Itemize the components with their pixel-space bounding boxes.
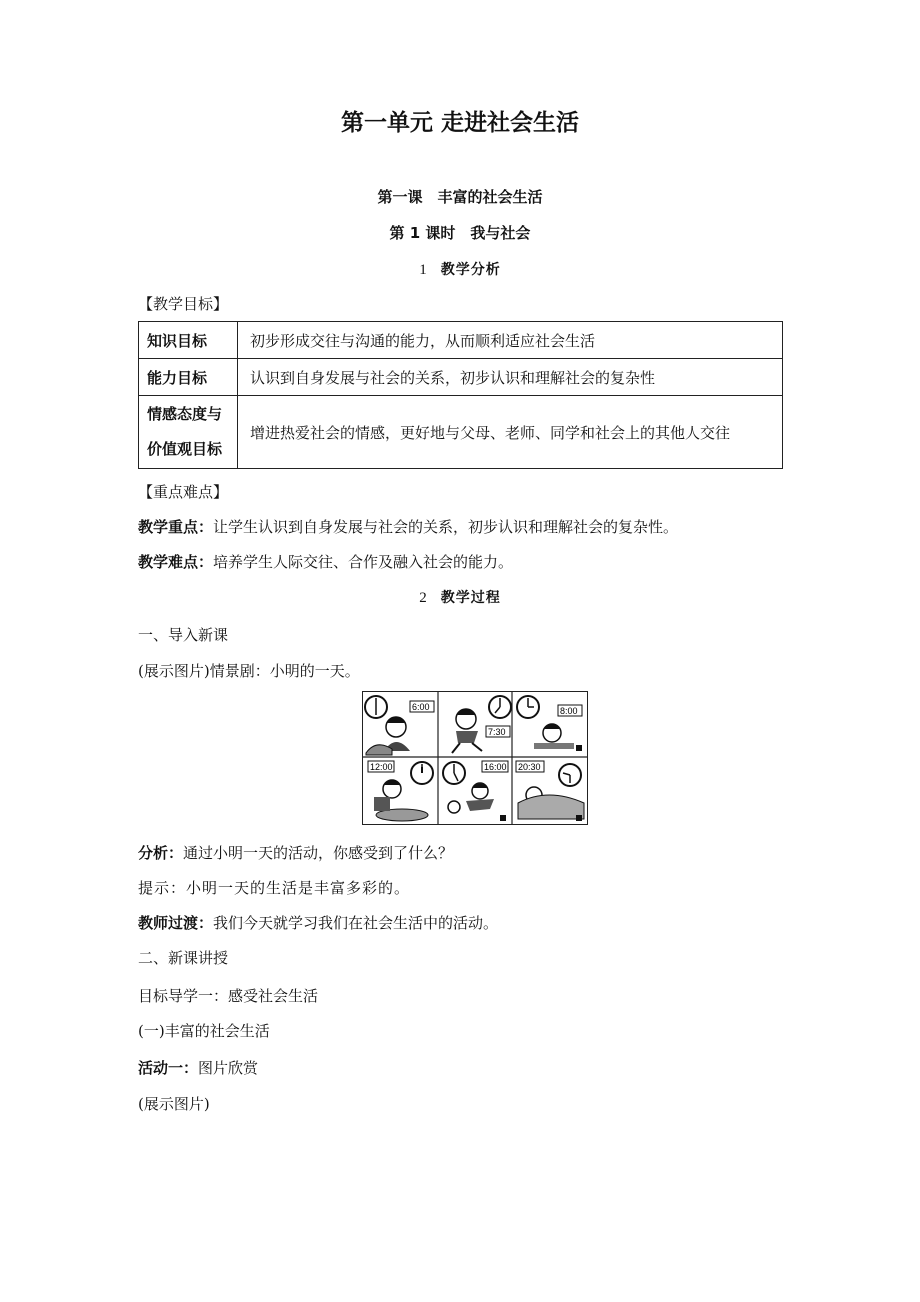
clock-icon [517, 696, 539, 718]
time-label: 6:00 [412, 702, 430, 712]
difficult-point-text: 培养学生人际交往、合作及融入社会的能力。 [213, 553, 514, 571]
hint: 提示：小明一天的生活是丰富多彩的。 [138, 879, 411, 897]
sub-heading: (一)丰富的社会生活 [138, 1022, 270, 1040]
transition-text: 我们今天就学习我们在社会生活中的活动。 [213, 914, 499, 932]
xiaoming-day-illustration [362, 691, 588, 825]
time-label: 8:00 [560, 706, 578, 716]
section-heading-analysis [0, 259, 920, 279]
goal-key: 知识目标 [139, 322, 238, 359]
analysis-label: 分析： [138, 844, 184, 862]
goal-value: 增进热爱社会的情感，更好地与父母、老师、同学和社会上的其他人交往 [238, 396, 783, 469]
new-lesson-heading: 二、新课讲授 [138, 949, 229, 967]
lesson-title: 第一课 丰富的社会生活 [377, 188, 543, 206]
activity-text: 图片欣赏 [198, 1059, 259, 1077]
difficult-point-label: 教学难点： [138, 553, 214, 571]
goal-value: 初步形成交往与沟通的能力，从而顺利适应社会生活 [238, 322, 783, 359]
time-label: 16:00 [484, 762, 507, 772]
table-row [139, 396, 783, 469]
goal-value: 认识到自身发展与社会的关系，初步认识和理解社会的复杂性 [238, 359, 783, 396]
time-label: 12:00 [370, 762, 393, 772]
show-pictures: (展示图片) [138, 1095, 210, 1113]
clock-icon [365, 696, 387, 718]
clock-icon [559, 764, 581, 786]
transition [138, 912, 498, 933]
keypoints-label: 【重点难点】 [138, 483, 229, 501]
activity-label: 活动一： [138, 1059, 199, 1077]
section-number: 2 [419, 590, 427, 606]
difficult-point [138, 551, 513, 572]
section-number: 1 [419, 262, 427, 278]
table-row [139, 322, 783, 359]
time-label: 20:30 [518, 762, 541, 772]
key-point-label: 教学重点： [138, 518, 214, 536]
goals-label: 【教学目标】 [138, 295, 229, 313]
clock-icon [489, 696, 511, 718]
unit-title: 第一单元 走进社会生活 [340, 110, 579, 136]
activity [138, 1057, 258, 1078]
section-label: 教学过程 [440, 590, 501, 606]
goal-key-line1: 情感态度与 [147, 405, 223, 423]
time-label: 7:30 [488, 727, 506, 737]
goals-table [138, 321, 783, 469]
target-guide: 目标导学一：感受社会生活 [138, 987, 319, 1005]
transition-label: 教师过渡： [138, 914, 214, 932]
section-heading-process [0, 587, 920, 607]
clock-icon [443, 762, 465, 784]
clock-icon [411, 762, 433, 784]
intro-heading: 一、导入新课 [138, 626, 229, 644]
analysis [138, 842, 453, 863]
period-title: 第 1 课时 我与社会 [389, 224, 531, 242]
section-label: 教学分析 [440, 262, 501, 278]
goal-key-line2: 价值观目标 [147, 440, 223, 458]
goal-key: 能力目标 [139, 359, 238, 396]
table-row [139, 359, 783, 396]
analysis-text: 通过小明一天的活动，你感受到了什么？ [183, 844, 454, 862]
key-point-text: 让学生认识到自身发展与社会的关系，初步认识和理解社会的复杂性。 [213, 518, 679, 536]
intro-text: (展示图片)情景剧：小明的一天。 [138, 662, 360, 680]
key-point [138, 516, 678, 537]
goal-key [139, 396, 238, 469]
